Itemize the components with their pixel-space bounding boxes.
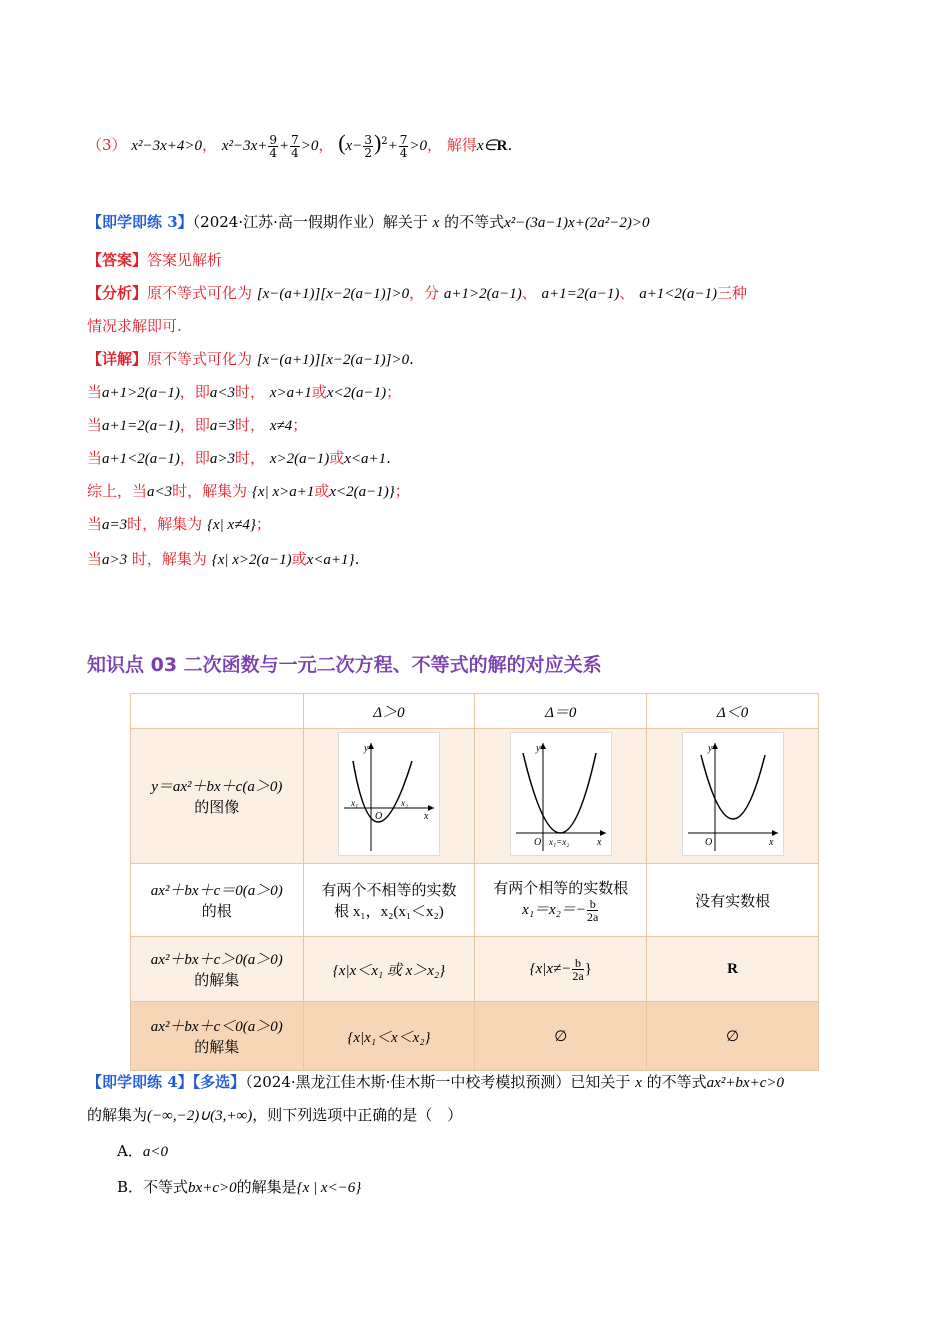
practice-4-line-2: 的解集为(−∞,−2)∪(3,+∞)，则下列选项中正确的是（ ） — [87, 1106, 463, 1124]
roots-one: 有两个相等的实数根 x₁＝x₂＝− $\frac{b}{2a}$ — [475, 864, 647, 937]
svg-text:x: x — [423, 810, 429, 822]
svg-text:x: x — [768, 836, 774, 848]
relation-table — [130, 693, 819, 1071]
analysis-line: 【分析】原不等式可化为 [x−(a+1)][x−2(a−1)]>0，分 a+1>2(a−1)、 a+1=2(a−1)、 a+1<2(a−1)三种 — [87, 284, 748, 302]
svg-text:O: O — [533, 836, 541, 848]
header-delta-neg: Δ＜0 — [647, 694, 819, 729]
summary-3: 当a>3 时，解集为 {x| x>2(a−1)或x<a+1}. — [87, 550, 360, 568]
detail-line: 【详解】原不等式可化为 [x−(a+1)][x−2(a−1)]>0. — [87, 350, 414, 368]
row-gt-label: ax²＋bx＋c＞0(a＞0) 的解集 — [131, 937, 304, 1002]
lt-set-two: {x|x₁＜x＜x₂} — [303, 1002, 475, 1071]
svg-text:y: y — [535, 742, 541, 754]
summary-2: 当a=3时，解集为 {x| x≠4}； — [87, 515, 271, 533]
graph-no-root — [647, 729, 819, 864]
gt-set-two: {x|x＜x₁ 或 x＞x₂} — [303, 937, 475, 1002]
case-1: 当a+1>2(a−1)，即a<3时， x>a+1或x<2(a−1)； — [87, 383, 402, 401]
roots-two: 有两个不相等的实数 根 x₁，x₂(x₁＜x₂) — [303, 864, 475, 937]
analysis-line-2: 情况求解即可. — [87, 317, 182, 335]
header-empty — [131, 694, 304, 729]
case-3: 当a+1<2(a−1)，即a>3时， x>2(a−1)或x<a+1. — [87, 449, 391, 467]
option-b[interactable]: B．不等式bx+c>0的解集是{x | x<−6} — [117, 1178, 362, 1196]
svg-text:x: x — [596, 836, 602, 848]
practice-4-question: 【即学即练 4】【多选】（2024·黑龙江佳木斯·佳木斯一中校考模拟预测）已知关于 x 的不等式ax²+bx+c>0 — [87, 1073, 784, 1091]
gt-set-none: R — [647, 937, 819, 1002]
case-2: 当a+1=2(a−1)，即a=3时， x≠4； — [87, 416, 308, 434]
svg-text:y: y — [707, 742, 713, 754]
header-delta-pos: Δ＞0 — [303, 694, 475, 729]
row-roots-label: ax²＋bx＋c＝0(a＞0) 的根 — [131, 864, 304, 937]
svg-text:y: y — [363, 742, 369, 754]
section-title: 知识点 03 二次函数与一元二次方程、不等式的解的对应关系 — [87, 654, 602, 676]
solution-line-3: （3） x²−3x+4>0， x²−3x+ $\frac{9}{4}$ + $\frac{7}{4}$ >0， (x− $\frac{3}{2}$ )$^2$+ $\frac{7}{4}$ >0， 解得x∈R. — [87, 130, 513, 160]
row-lt-label: ax²＋bx＋c＜0(a＞0) 的解集 — [131, 1002, 304, 1071]
practice-3-question: 【即学即练 3】（2024·江苏·高一假期作业）解关于 x 的不等式x²−(3a−1)x+(2a²−2)>0 — [87, 213, 650, 231]
graph-two-roots — [303, 729, 475, 864]
answer-line: 【答案】答案见解析 — [87, 251, 223, 269]
roots-none: 没有实数根 — [647, 864, 819, 937]
lt-set-one: ∅ — [475, 1002, 647, 1071]
lt-set-none: ∅ — [647, 1002, 819, 1071]
summary-1: 综上，当a<3时，解集为 {x| x>a+1或x<2(a−1)}； — [87, 482, 410, 500]
svg-text:x₁=x₂: x₁=x₂ — [548, 836, 570, 847]
row-graph-label: y＝ax²＋bx＋c(a＞0) 的图像 — [131, 729, 304, 864]
gt-set-one: {x|x≠− $\frac{b}{2a}$ } — [475, 937, 647, 1002]
graph-one-root — [475, 729, 647, 864]
option-a[interactable]: A．a<0 — [117, 1142, 168, 1160]
svg-text:x₁: x₁ — [350, 797, 359, 808]
svg-text:O: O — [704, 836, 712, 848]
svg-text:O: O — [374, 810, 383, 822]
header-delta-zero: Δ＝0 — [475, 694, 647, 729]
svg-text:x₂: x₂ — [400, 797, 409, 808]
